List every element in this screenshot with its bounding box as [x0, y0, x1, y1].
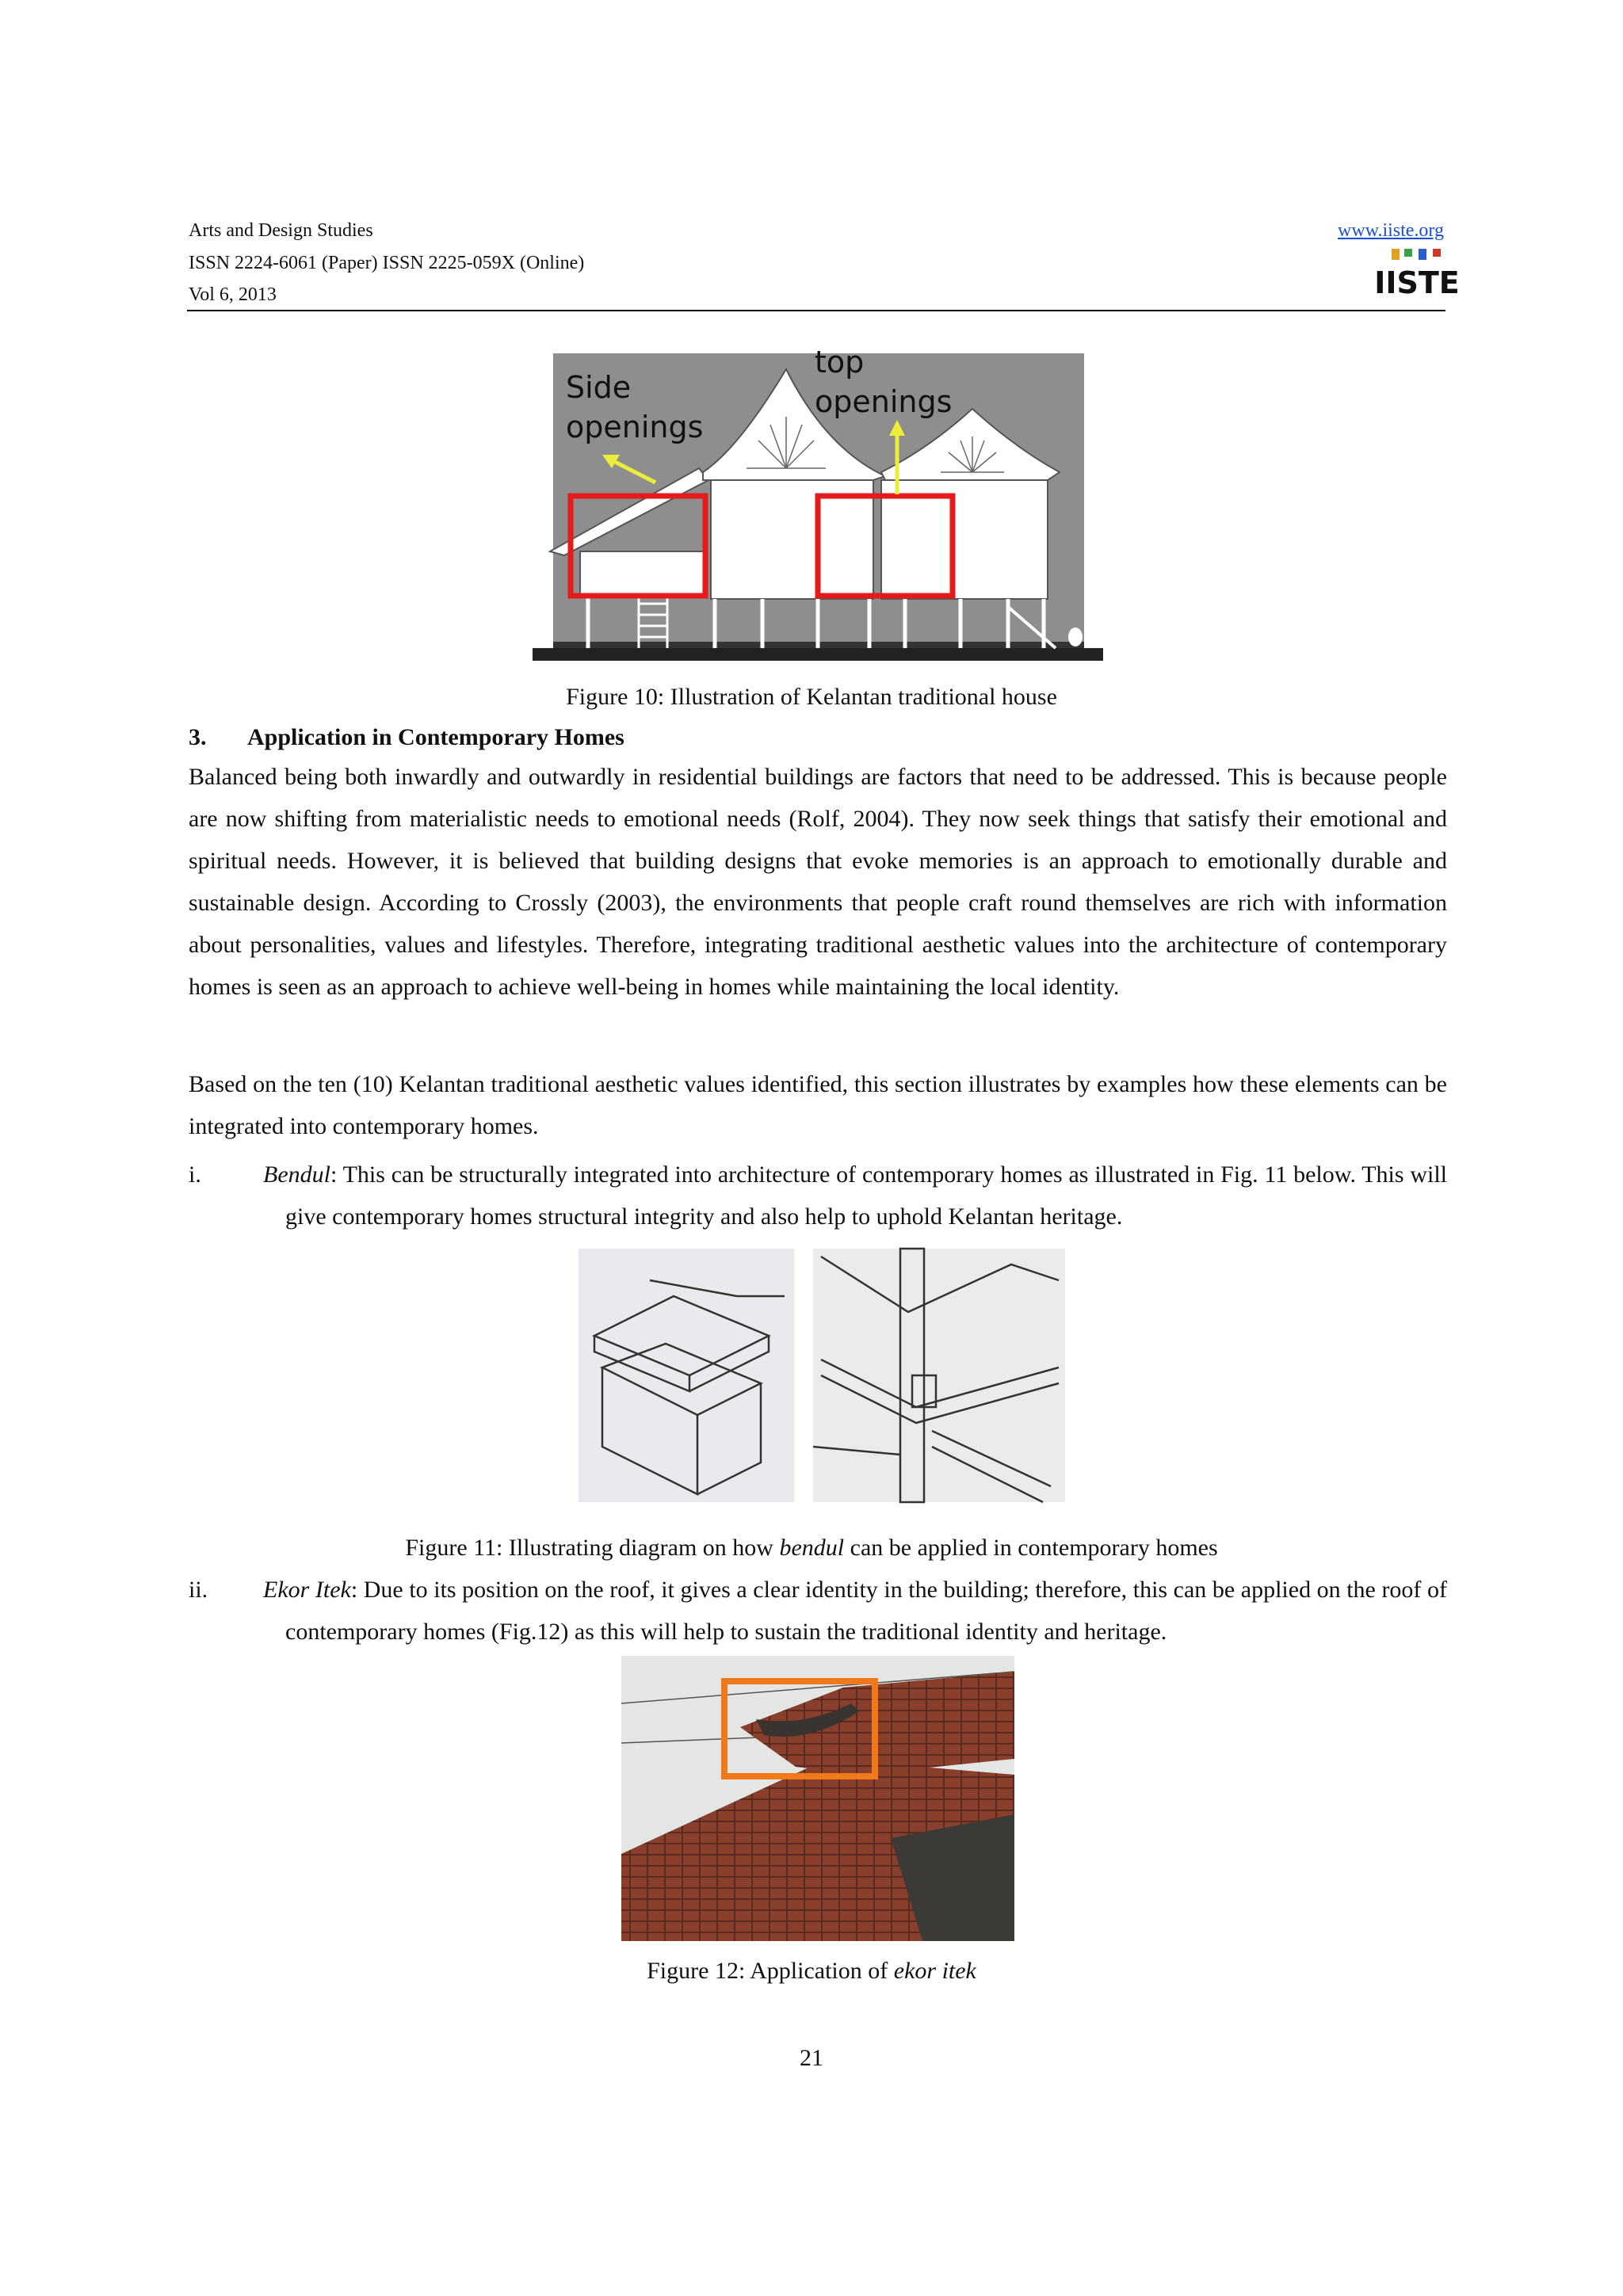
page-number: 21 — [800, 2045, 823, 2071]
header-rule — [187, 310, 1445, 311]
figure-12-caption — [0, 1955, 1623, 1987]
list-item-bendul — [189, 1154, 1447, 1238]
section-title: Application in Contemporary Homes — [247, 724, 624, 750]
term-bendul: Bendul — [263, 1161, 330, 1188]
label-top: top — [815, 345, 865, 379]
figure-11-left-photo — [579, 1249, 794, 1502]
figure-11-caption-post: can be applied in contemporary homes — [844, 1535, 1218, 1561]
list-number: i. — [189, 1161, 201, 1188]
label-side: Side — [566, 370, 632, 405]
figure-10-caption: Figure 10: Illustration of Kelantan traditional house — [566, 684, 1057, 710]
figure-11-caption-term: bendul — [779, 1535, 845, 1561]
term-ekor-itek: Ekor Itek — [263, 1577, 351, 1603]
website-link[interactable]: www.iiste.org — [1338, 220, 1444, 241]
label-top-openings: openings — [815, 384, 953, 419]
figure-12-caption-pre: Figure 12: Application of — [647, 1958, 894, 1984]
figure-11-right-photo — [813, 1249, 1065, 1502]
figure-12-caption-term: ekor itek — [893, 1958, 976, 1984]
paragraph-2: Based on the ten (10) Kelantan traditional aesthetic values identified, this section illustrates by examples how these elements can be integrated into contemporary homes. — [189, 1071, 1447, 1139]
volume-line: Vol 6, 2013 — [189, 284, 277, 305]
journal-title: Arts and Design Studies — [189, 220, 373, 241]
figure-10-illustration — [533, 345, 1103, 661]
list-item-text: : Due to its position on the roof, it gives a clear identity in the building; therefore, this can be applied on the roof of contemporary homes (Fig.12) as this will help to sustain the traditional identity and heritage. — [285, 1577, 1447, 1645]
figure-12-photo — [621, 1656, 1014, 1941]
iiste-logo — [1374, 247, 1460, 300]
list-item-ekor-itek — [189, 1569, 1447, 1653]
paragraph-1: Balanced being both inwardly and outwardly in residential buildings are factors that need to be addressed. This is because people are now shifting from materialistic needs to emotional needs (Rolf, 2004). They now seek things that satisfy their emotional and spiritual needs. However, it is believed that building designs that evoke memories is an approach to emotionally durable and sustainable design. According to Crossly (2003), the environments that people craft round themselves are rich with information about personalities, values and lifestyles. Therefore, integrating traditional aesthetic values into the architecture of contemporary homes is seen as an approach to achieve well-being in homes while maintaining the local identity. — [189, 764, 1447, 1000]
figure-11-caption-pre: Figure 11: Illustrating diagram on how — [405, 1535, 780, 1561]
label-side-openings: openings — [566, 410, 704, 444]
issn-line: ISSN 2224-6061 (Paper) ISSN 2225-059X (Online) — [189, 253, 585, 273]
figure-11-caption — [0, 1532, 1623, 1564]
list-number: ii. — [189, 1577, 208, 1603]
list-item-text: : This can be structurally integrated into architecture of contemporary homes as illustrated in Fig. 11 below. This will give contemporary homes structural integrity and also help to uphold Kelantan heritage. — [285, 1161, 1447, 1230]
logo-text: IISTE — [1374, 265, 1460, 300]
section-number: 3. — [189, 724, 207, 750]
